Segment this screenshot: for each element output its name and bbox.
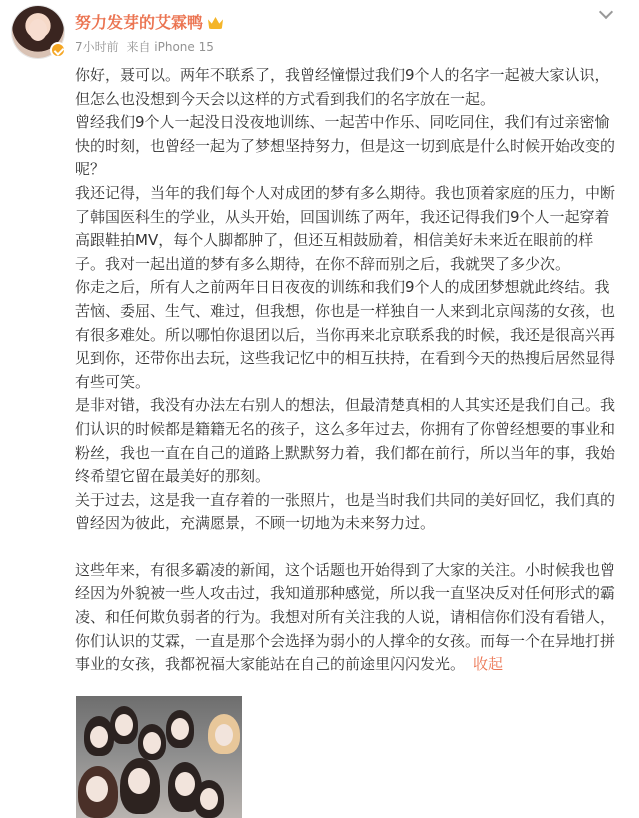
post-header [0,0,639,70]
photo-figure [175,772,195,796]
photo-figure [215,724,233,746]
post-source: 来自 iPhone 15 [126,40,214,54]
paragraph: 曾经我们9个人一起没日没夜地训练、一起苦中作乐、同吃同住，我们有过亲密愉快的时刻，也曾经一起为了梦想坚持努力，但是这一切到底是什么时候开始改变的呢？ [75,113,616,179]
photo-figure [90,726,108,748]
post-time[interactable]: 7小时前 [75,40,119,54]
paragraph: 你好，聂可以。两年不联系了，我曾经憧憬过我们9个人的名字一起被大家认识，但怎么也没想到今天会以这样的方式看到我们的名字放在一起。 [75,66,610,108]
verified-icon [50,42,66,58]
paragraph: 你走之后，所有人之前两年日日夜夜的训练和我们9个人的成团梦想就此终结。我苦恼、委屈、生气、难过，但我想，你也是一样独自一人来到北京闯荡的女孩，也有很多难处。所以哪怕你退团以后，当你再来北京联系我的时候，我还是很高兴再见到你，还带你出去玩，这些我记忆中的相互扶持，在看到今天的热搜后居然显得有些可笑。 [75,278,616,391]
username-row [75,10,223,33]
paragraph-gap [75,536,620,559]
post-photo[interactable] [76,696,242,818]
paragraph-text: 这些年来，有很多霸凌的新闻，这个话题也开始得到了大家的关注。小时候我也曾经因为外貌被一些人攻击过，我知道那种感觉，所以我一直坚决反对任何形式的霸凌、和任何欺负弱者的行为。我想对所有关注我的人说，请相信你们没有看错人，你们认识的艾霖，一直是那个会选择为弱小的人撑伞的女孩。而每一个在异地打拼事业的女孩，我都祝福大家能站在自己的前途里闪闪发光。 [75,560,616,674]
photo-figure [86,776,108,802]
username[interactable]: 努力发芽的艾霖鸭 [75,13,204,32]
photo-figure [171,718,189,740]
chevron-down-icon[interactable] [598,6,614,22]
paragraph: 是非对错，我没有办法左右别人的想法，但最清楚真相的人其实还是我们自己。我们认识的时候都是籍籍无名的孩子，这么多年过去，你拥有了你曾经想要的事业和粉丝，我也一直在自己的道路上默默努力着，我们都在前行，所以当年的事，我始终希望它留在最美好的那刻。 [75,396,616,486]
post-meta [75,38,218,55]
collapse-link[interactable]: 收起 [473,655,504,674]
photo-figure [200,788,218,810]
photo-figure [128,768,150,794]
crown-icon [208,17,223,29]
photo-figure [143,732,161,754]
paragraph: 我还记得，当年的我们每个人对成团的梦有多么期待。我也顶着家庭的压力，中断了韩国医科生的学业，从头开始，回国训练了两年，我还记得我们9个人一起穿着高跟鞋拍MV，每个人脚都肿了，但还互相鼓励着，相信美好未来近在眼前的样子。我对一起出道的梦有多么期待，在你不辞而别之后，我就哭了多少次。 [75,183,616,273]
photo-figure [115,714,133,736]
avatar-face [29,19,47,41]
paragraph-last [75,559,620,677]
paragraph: 关于过去，这是我一直存着的一张照片，也是当时我们共同的美好回忆，我们真的曾经因为彼此，充满愿景，不顾一切地为未来努力过。 [75,490,616,533]
post-body [75,64,620,677]
